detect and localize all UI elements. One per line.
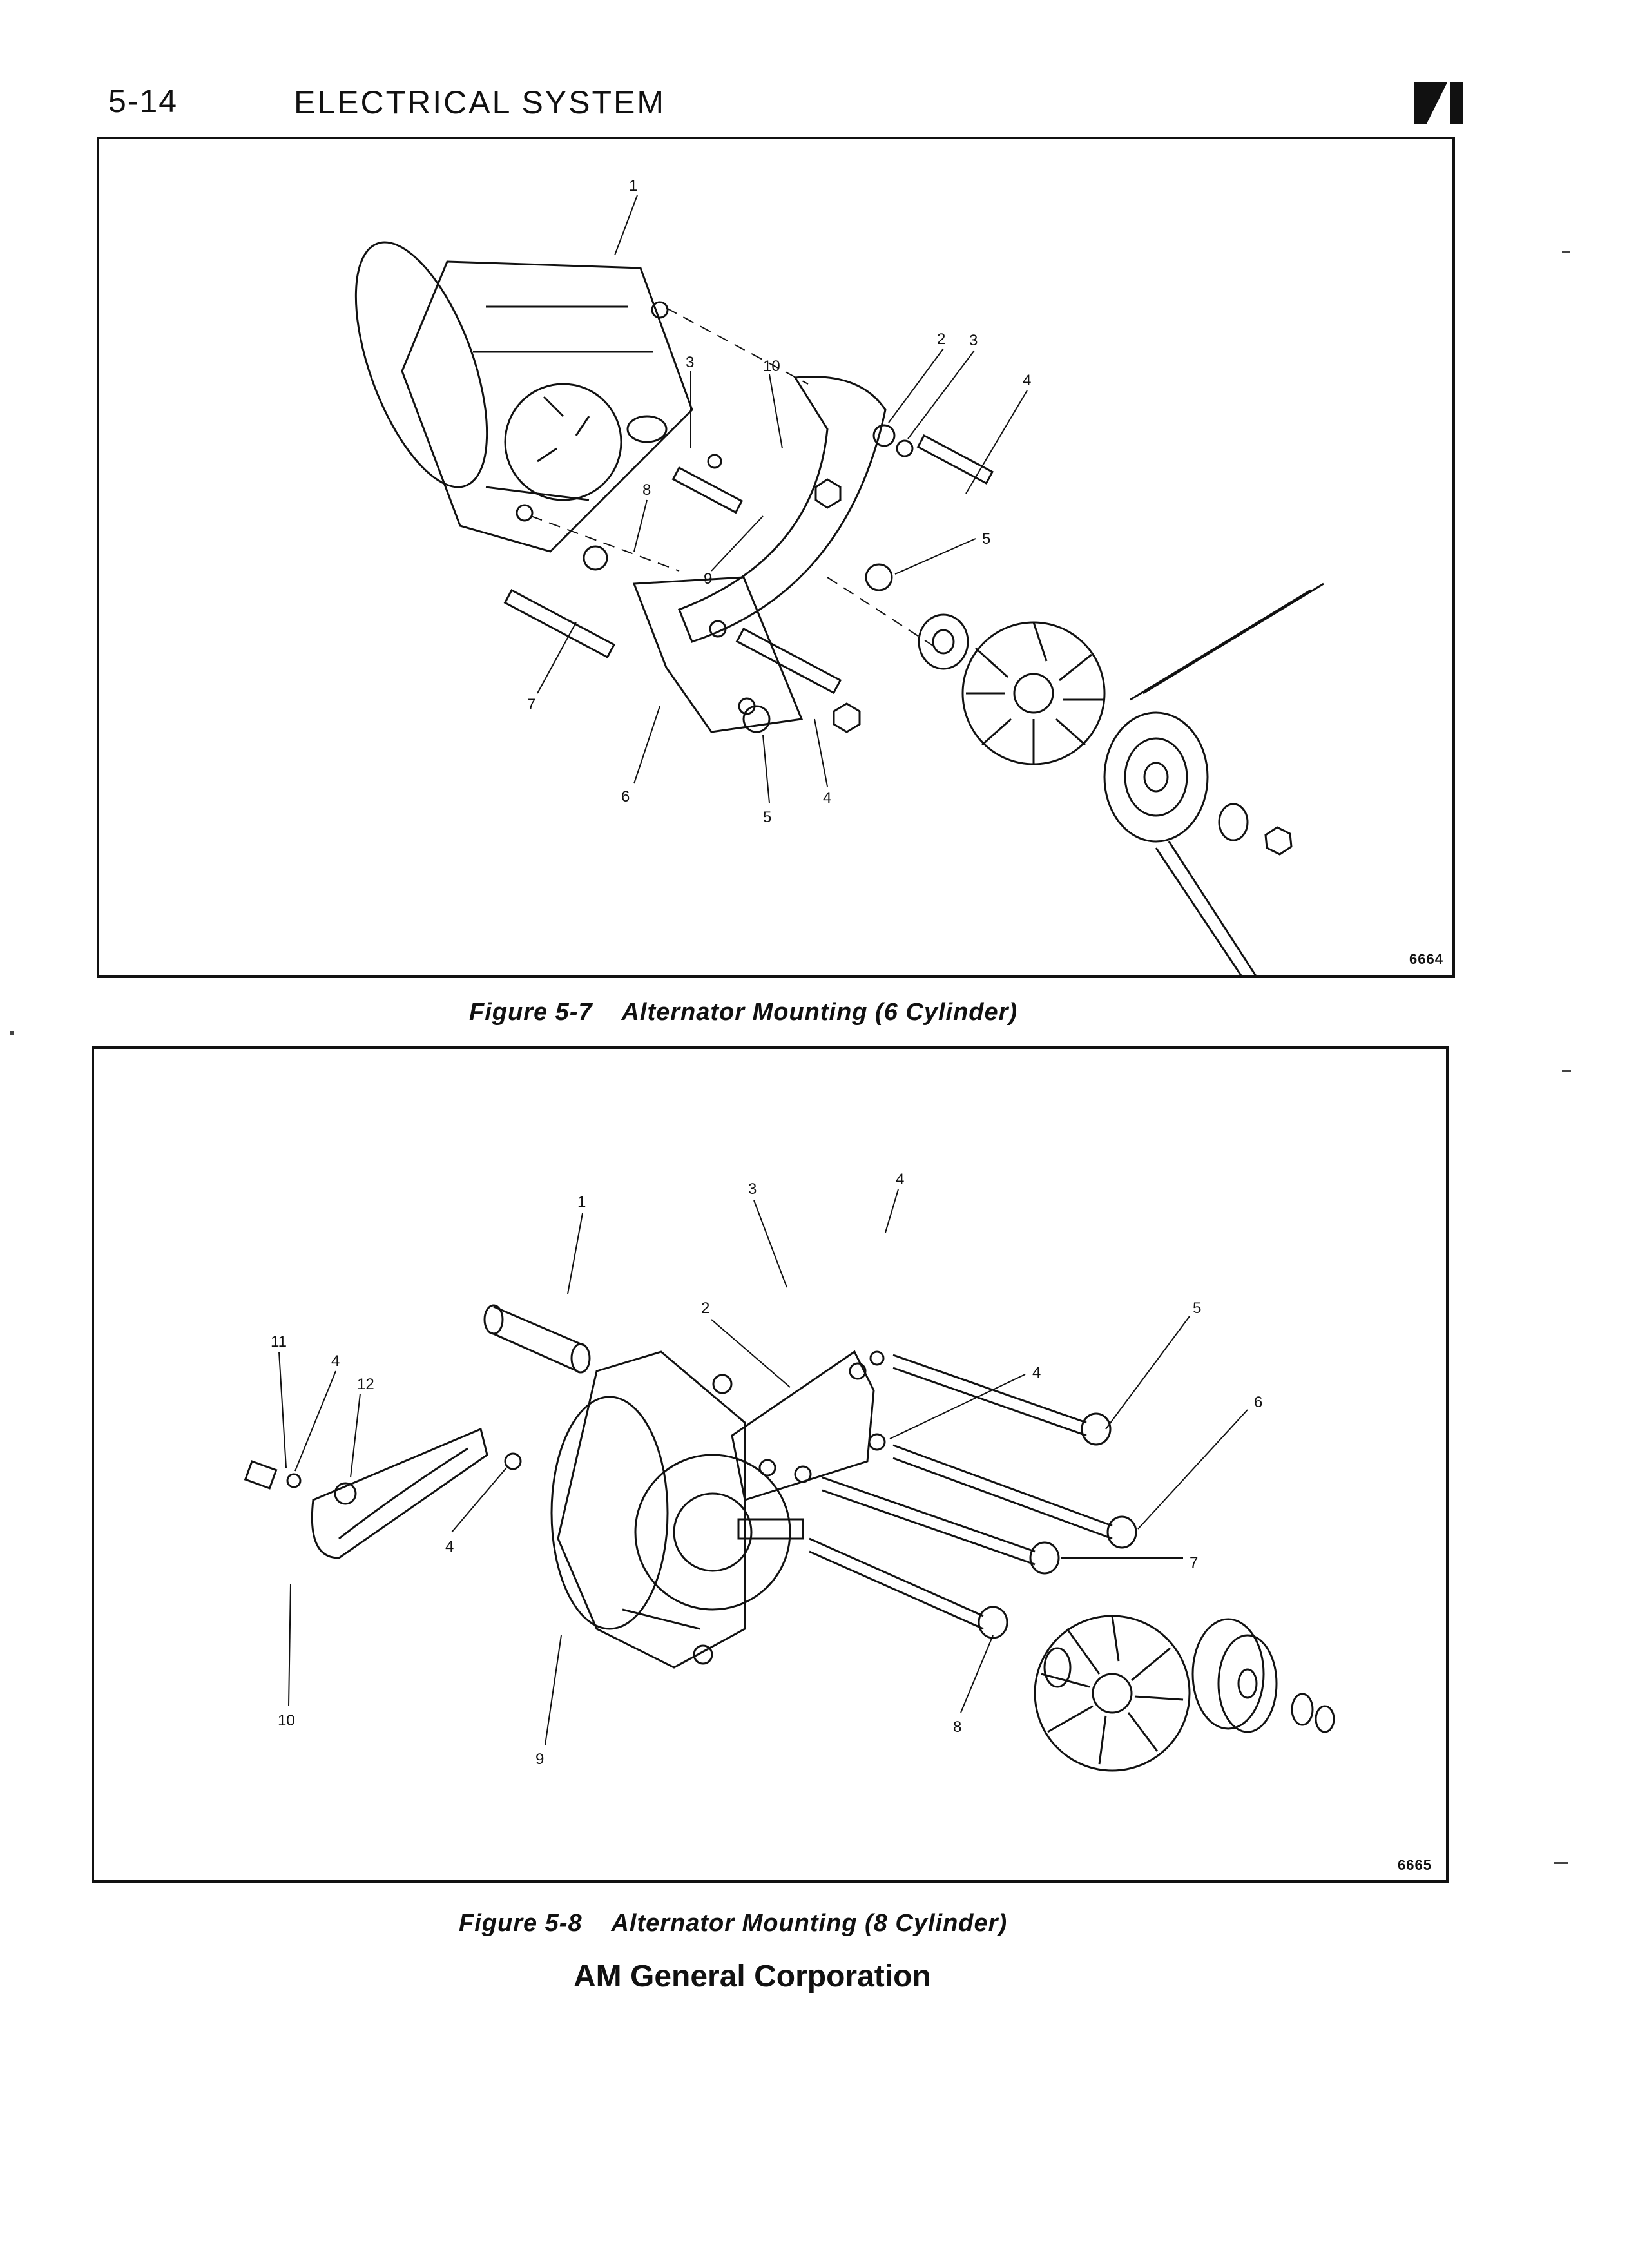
fig2-callout-3: 3 (748, 1180, 757, 1198)
fig1-callout-3b: 3 (969, 332, 978, 349)
publisher-name: AM General Corporation (574, 1959, 931, 1994)
figure-5-8-drawing-id: 6665 (1398, 1857, 1432, 1873)
cooling-fan (963, 622, 1104, 764)
margin-mark (10, 1031, 14, 1035)
fig1-callout-7: 7 (527, 696, 536, 713)
figure-5-7-frame (97, 137, 1455, 978)
fig2-callout-12: 12 (357, 1376, 374, 1393)
fig1-callout-5b: 5 (763, 809, 772, 826)
fig2-callout-8: 8 (953, 1718, 962, 1736)
pulley (1104, 584, 1324, 975)
fig1-callout-9: 9 (704, 570, 713, 588)
fig1-callout-3a: 3 (686, 354, 695, 371)
fig1-callout-8: 8 (642, 481, 651, 499)
margin-mark (1562, 1070, 1571, 1072)
figure-5-8-title: Alternator Mounting (8 Cylinder) (611, 1910, 1008, 1937)
adjusting-bracket (679, 377, 885, 642)
pulley-8cyl (1193, 1619, 1334, 1732)
fig2-callout-11: 11 (271, 1333, 287, 1350)
figure-5-8-number: Figure 5-8 (459, 1910, 583, 1937)
fig2-callout-4a: 4 (896, 1171, 905, 1188)
fig2-callout-9: 9 (535, 1751, 545, 1768)
fig2-callout-4c: 4 (331, 1352, 340, 1370)
fig1-callout-1: 1 (629, 177, 638, 195)
am-general-logo (1414, 82, 1463, 124)
cooling-fan-8cyl (1035, 1616, 1190, 1771)
alternator-8cyl (552, 1352, 803, 1667)
margin-mark (1562, 251, 1570, 253)
fig2-callout-4b: 4 (1032, 1364, 1041, 1381)
fig1-callout-10: 10 (763, 358, 780, 375)
fig1-callout-4a: 4 (1023, 372, 1032, 389)
fig2-callout-7: 7 (1190, 1554, 1199, 1571)
figure-5-7-caption (469, 999, 1017, 1026)
section-title: ELECTRICAL SYSTEM (294, 84, 666, 120)
fig1-callout-6: 6 (621, 788, 630, 805)
fig2-callout-6: 6 (1254, 1394, 1263, 1411)
figure-5-7-number: Figure 5-7 (469, 999, 593, 1026)
upper-bracket (732, 1352, 874, 1500)
figure-5-7-drawing (99, 139, 1452, 975)
bolts-6cyl (505, 436, 992, 732)
margin-mark (1554, 1862, 1568, 1864)
fig1-callout-5a: 5 (982, 530, 991, 548)
spacer-tube (490, 1307, 584, 1371)
fig1-callout-2: 2 (937, 331, 946, 348)
figure-5-8-caption (459, 1910, 1007, 1937)
fig2-callout-2: 2 (701, 1300, 710, 1317)
fig2-callout-10: 10 (278, 1712, 295, 1729)
fig2-callout-1: 1 (577, 1193, 586, 1211)
alternator-6cyl (329, 226, 695, 552)
figure-5-7-drawing-id: 6664 (1409, 951, 1443, 967)
fig1-callout-4b: 4 (823, 789, 832, 807)
bolts-8cyl (246, 1355, 1136, 1638)
figure-5-7-title: Alternator Mounting (6 Cylinder) (621, 999, 1018, 1026)
figure-5-8-frame (92, 1046, 1449, 1883)
fig2-callout-4d: 4 (445, 1538, 454, 1555)
figure-5-8-drawing (94, 1049, 1446, 1880)
fig2-callout-5: 5 (1193, 1300, 1202, 1317)
page-number: 5-14 (108, 83, 178, 119)
